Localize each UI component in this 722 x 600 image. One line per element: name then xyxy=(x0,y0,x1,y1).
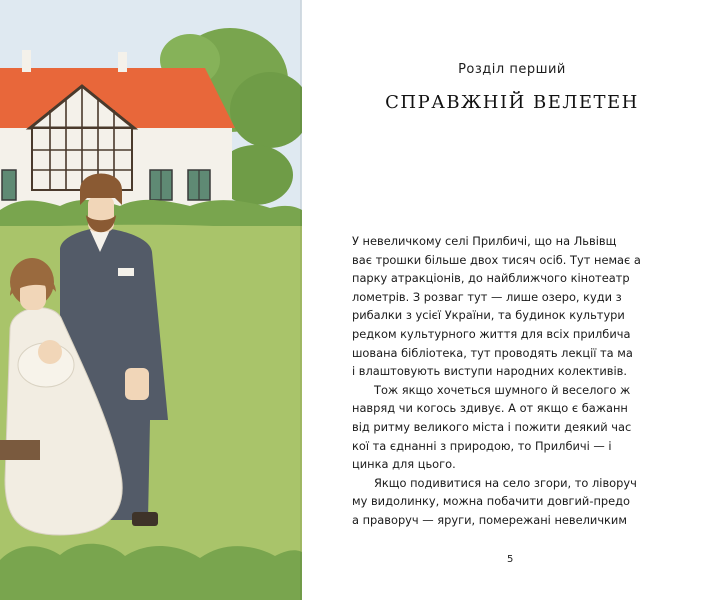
paragraph-2 xyxy=(352,381,632,474)
text-line: му видолинку, можна побачити довгий-предо xyxy=(352,494,630,509)
text-line: і влаштовують виступи народних колективів. xyxy=(352,364,628,379)
paragraph-1 xyxy=(352,232,641,381)
text-line: кої та єднанні з природою, то Прилбичі — і xyxy=(352,438,612,453)
text-line: Якщо подивитися на село згори, то ліворуч xyxy=(374,475,637,490)
text-line: ває трошки більше двох тисяч осіб. Тут немає а xyxy=(352,252,641,267)
chapter-title: СПРАВЖНІЙ ВЕЛЕТЕН xyxy=(385,92,639,113)
family-illustration xyxy=(0,0,302,600)
body-text xyxy=(352,232,641,530)
paragraph-3 xyxy=(352,474,637,530)
text-line: рибалки з усієї України, та будинок культури xyxy=(352,308,625,323)
foreground-bushes xyxy=(0,544,302,600)
text-line: цинка для цього. xyxy=(352,457,456,472)
text-line: шована бібліотека, тут проводять лекції та ма xyxy=(352,345,633,360)
text-line: редком культурного життя для всіх прилбича xyxy=(352,326,631,341)
text-line: лометрів. З розваг тут — лише озеро, куди з xyxy=(352,289,622,304)
text-line: навряд чи когось здивує. А от якщо є бажанн xyxy=(352,401,628,416)
text-line: а праворуч — яруги, помережані невеличким xyxy=(352,512,627,527)
text-line: парку атракціонів, до найближчого кінотеатр xyxy=(352,271,630,286)
text-line: Тож якщо хочеться шумного й веселого ж xyxy=(374,382,631,397)
text-line: У невеличкому селі Прилбичі, що на Львівщ xyxy=(352,234,617,248)
chapter-label: Розділ перший xyxy=(458,62,566,77)
page-number: 5 xyxy=(507,554,514,565)
text-page xyxy=(302,0,641,600)
illustration-page xyxy=(0,0,302,600)
text-line: від ритму великого міста і пожити деякий час xyxy=(352,419,632,434)
